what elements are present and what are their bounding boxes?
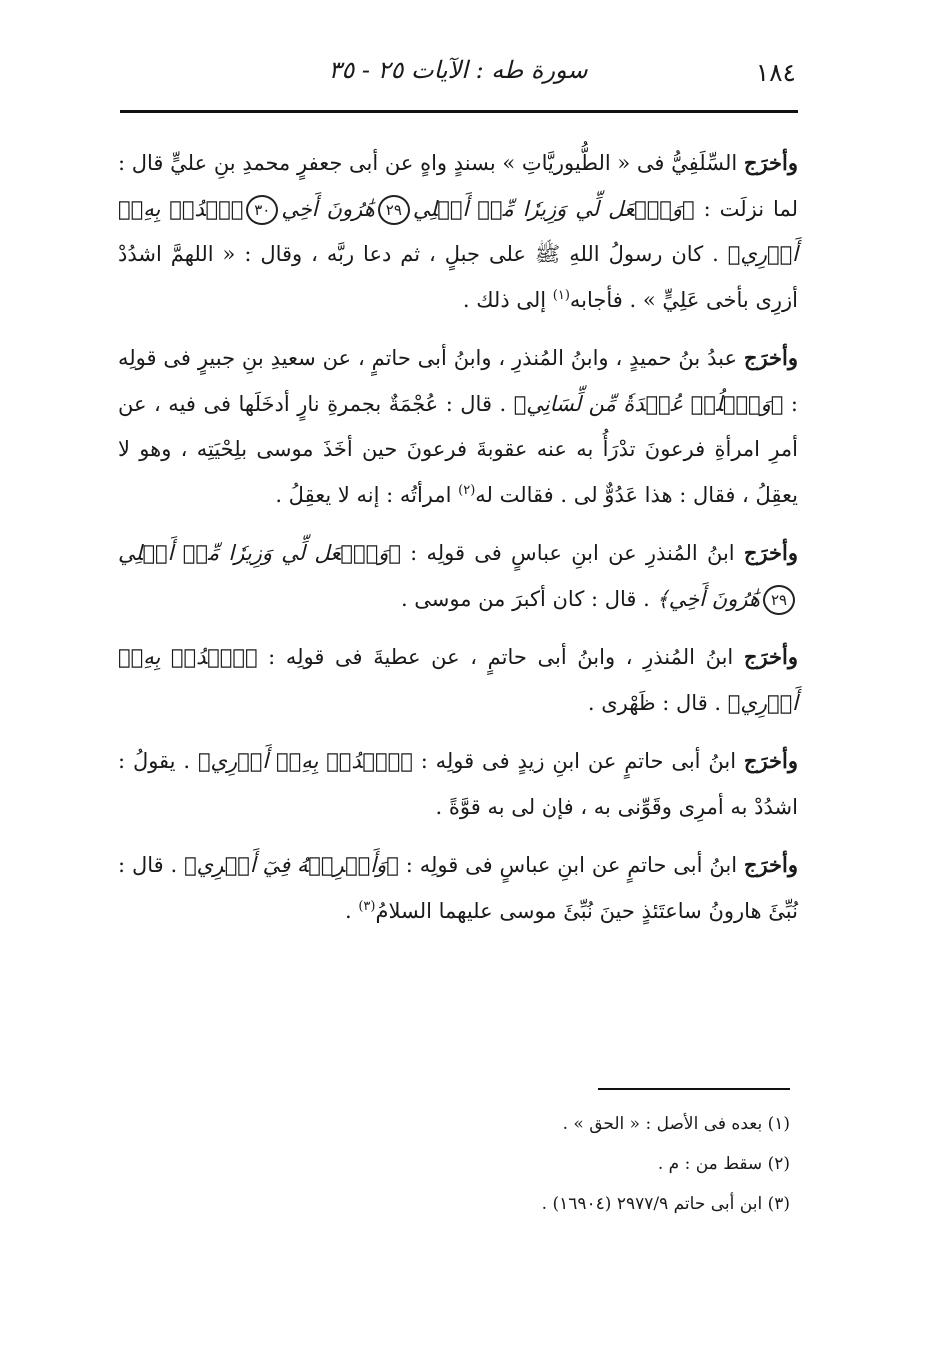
footnote: (١) بعده فى الأصل : « الحق » .: [562, 1114, 790, 1134]
quran-quote: هَٰرُونَ أَخِي﴾: [656, 586, 760, 611]
paragraph-lead-word: وأخرَج: [743, 748, 799, 773]
paragraph-lead-word: وأخرَج: [743, 540, 798, 565]
paragraph: [118, 140, 798, 323]
paragraph-text: . يقولُ : اشدُدْ به أمرِى وقَوِّنى به ، فإن لى به قوَّةً .: [118, 749, 798, 819]
paragraph-text: إلى ذلك .: [462, 287, 553, 312]
footnote: (٣) ابن أبى حاتم ٢٩٧٧/٩ (١٦٩٠٤) .: [541, 1194, 790, 1214]
running-title: سورة طه : الآيات ٢٥ - ٣٥: [328, 56, 588, 84]
paragraph-text: ابنُ المُنذرِ ، وابنُ أبى حاتمٍ ، عن عطيةَ فى قولِه :: [257, 645, 744, 669]
quran-quote: ﴿وَأَشۡرِكۡهُ فِيٓ أَمۡرِي﴾: [184, 853, 399, 877]
paragraph: [118, 335, 798, 518]
footnotes: [118, 1104, 790, 1224]
paragraph-text: السِّلَفِيُّ فى « الطُّيوريَّاتِ » بسندٍ واهٍ عن أبى جعفرٍ محمدِ بنِ عليٍّ قال : لما نزلَت :: [118, 151, 798, 221]
footnote-reference: (٢): [458, 482, 476, 498]
main-text: [118, 140, 798, 946]
quran-quote: ٱشۡدُدۡ بِهِۦٓ أَزۡرِي﴾: [118, 196, 798, 266]
paragraph-text: ابنُ المُنذرِ عن ابنِ عباسٍ فى قولِه :: [400, 541, 744, 565]
quran-quote: ﴿وَٱجۡعَل لِّي وَزِيرٗا مِّنۡ أَهۡلِي: [118, 541, 401, 565]
paragraph: [118, 530, 798, 622]
paragraph-text: امرأتُه : إنه لا يعقِلُ .: [275, 482, 459, 507]
quran-quote: ﴿ٱشۡدُدۡ بِهِۦٓ أَزۡرِي﴾: [197, 749, 413, 773]
paragraph-text: . كان رسولُ اللهِ ﷺ على جبلٍ ، ثم دعا ربَّه ، وقال : « اللهمَّ اشدُدْ أزرِى بأخى عَلِيٍّ » . فأجابه: [118, 242, 798, 312]
paragraph-lead-word: وأخرَج: [743, 345, 798, 370]
quran-quote: ﴿وَٱحۡلُلۡ عُقۡدَةٗ مِّن لِّسَانِي﴾: [513, 391, 784, 416]
ayah-number-marker: ٢٩: [378, 195, 410, 225]
footnote: (٢) سقط من : م .: [657, 1154, 790, 1174]
quran-quote: هَٰرُونَ أَخِي: [281, 196, 375, 221]
footnote-reference: (١): [552, 287, 570, 303]
page-number: ١٨٤: [755, 58, 796, 87]
paragraph: [118, 634, 798, 726]
paragraph: [118, 842, 798, 934]
paragraph-text: عبدُ بنُ حميدٍ ، وابنُ المُنذرِ ، وابنُ أبى حاتمٍ ، عن سعيدِ بنِ جبيرٍ فى قولِه :: [118, 346, 798, 416]
paragraph-text: . قال : ظَهْرى .: [587, 690, 728, 715]
footnote-rule: [598, 1088, 790, 1090]
ayah-number-marker: ٣٠: [246, 195, 278, 225]
quran-quote: ﴿ٱشۡدُدۡ بِهِۦٓ أَزۡرِي﴾: [118, 645, 798, 715]
paragraph-text: ابنُ أبى حاتمٍ عن ابنِ عباسٍ فى قولِه :: [398, 853, 744, 877]
paragraph-text: .: [344, 898, 359, 923]
quran-quote: ﴿وَٱجۡعَل لِّي وَزِيرٗا مِّنۡ أَهۡلِي: [412, 196, 695, 221]
paragraph-text: ابنُ أبى حاتمٍ عن ابنِ زيدٍ فى قولِه :: [412, 749, 744, 773]
footnote-reference: (٣): [358, 898, 376, 914]
header-rule: [120, 110, 798, 113]
paragraph-text: . قال : نُبِّئَ هارونُ ساعتَئذٍ حينَ نُبِّئَ موسى عليهما السلامُ: [118, 853, 798, 923]
paragraph: [118, 738, 798, 830]
ayah-number-marker: ٢٩: [763, 585, 795, 615]
paragraph-lead-word: وأخرَج: [743, 150, 798, 175]
paragraph-text: . قال : كان أكبرَ من موسى .: [400, 586, 657, 611]
page-header: [120, 48, 796, 108]
paragraph-text: . قال : عُجْمَةٌ بجمرةِ نارٍ أدخَلَها فى فيه ، عن أمرِ امرأةِ فرعونَ تدْرَأُ به عنه عقوبةَ فرعونَ حين أخَذَ موسى بلِحْيَتِه ، وهو لا يعقِلُ ، فقال : هذا عَدُوٌّ لى . فقالت له: [118, 391, 798, 507]
paragraph-lead-word: وأخرَج: [743, 644, 798, 669]
paragraph-lead-word: وأخرَج: [743, 852, 799, 877]
